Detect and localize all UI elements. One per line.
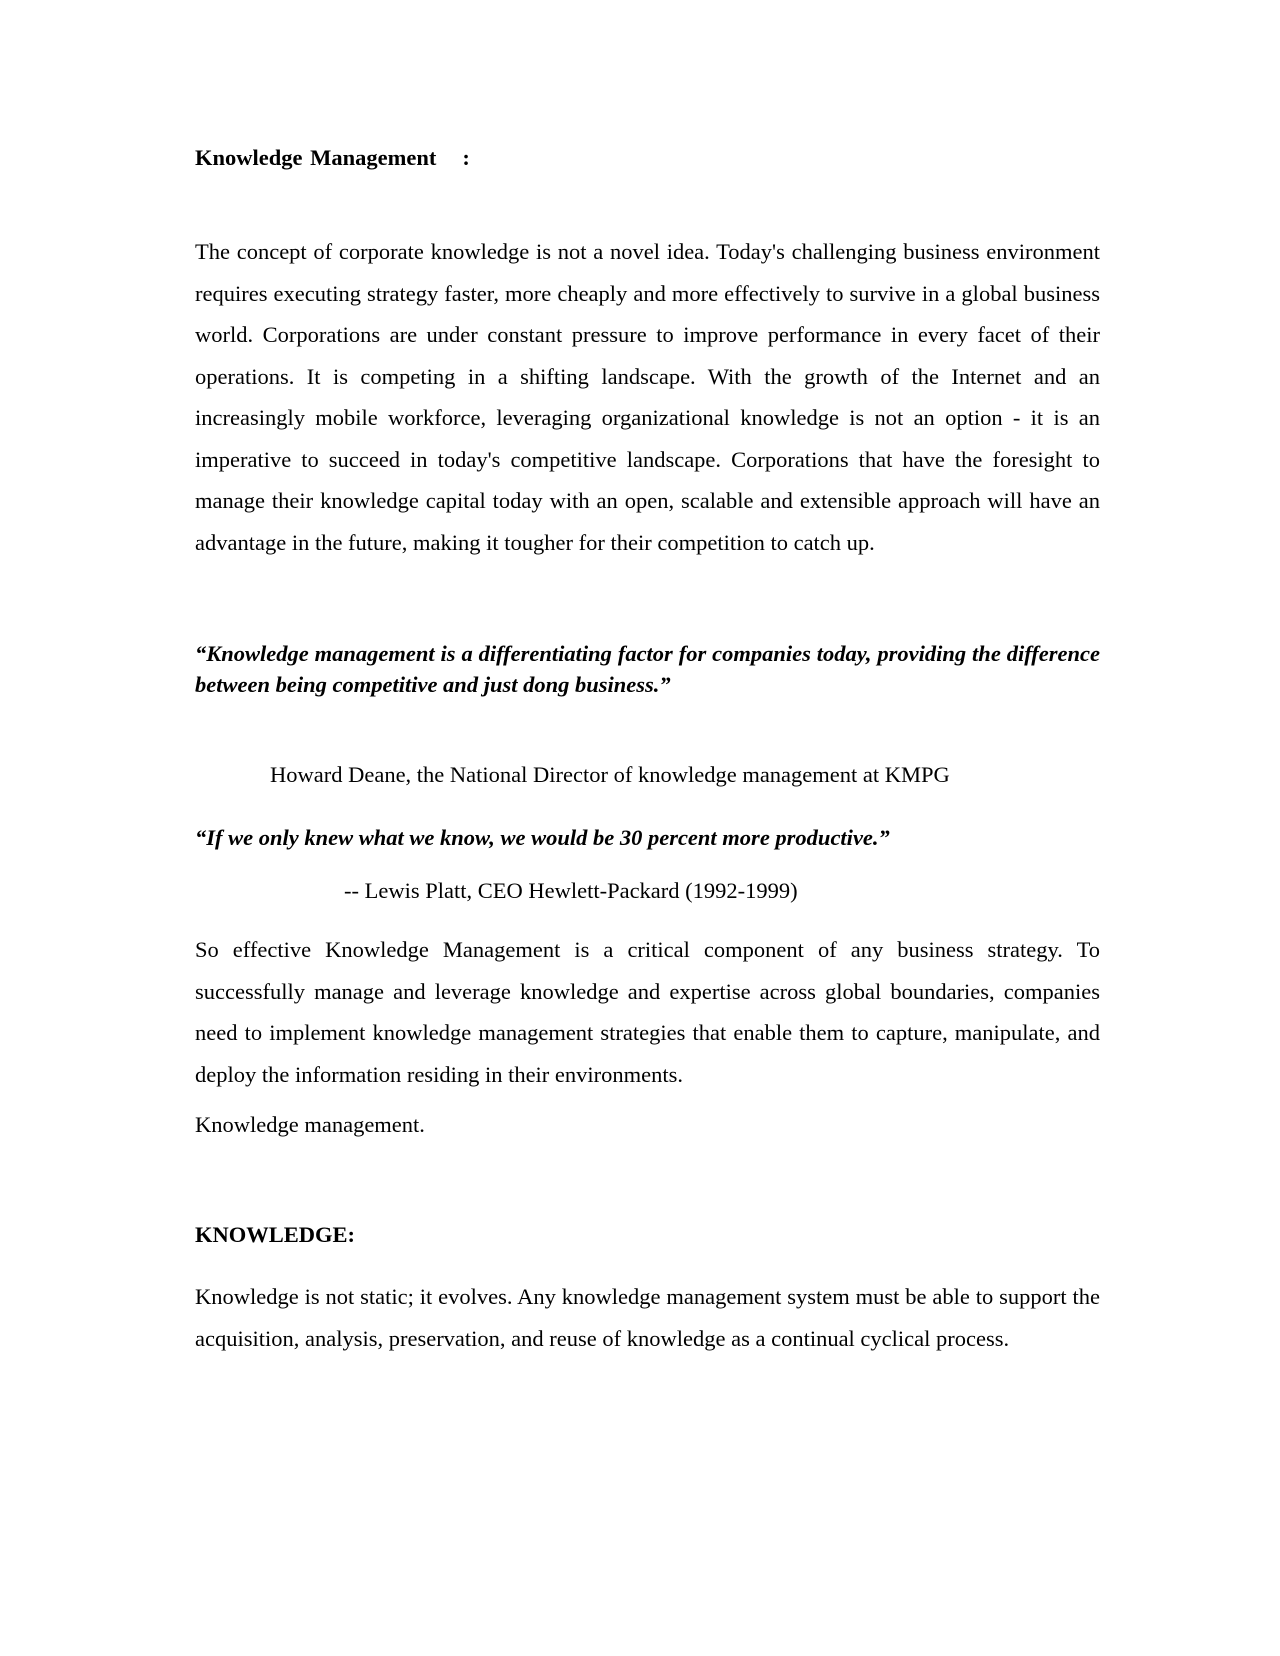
- quote-platt: “If we only knew what we know, we would be 30 percent more productive.”: [195, 825, 890, 850]
- strategy-paragraph-tail: Knowledge management.: [195, 1112, 425, 1137]
- section-heading-knowledge: KNOWLEDGE:: [195, 1222, 356, 1247]
- document-title: [195, 145, 1100, 171]
- quote-deane-attribution: Howard Deane, the National Director of knowledge management at KMPG: [270, 762, 950, 787]
- quote-platt-attribution: -- Lewis Platt, CEO Hewlett-Packard (1992-1999): [344, 878, 798, 903]
- knowledge-paragraph: Knowledge is not static; it evolves. Any knowledge management system must be able to support the acquisition, analysis, preservation, and reuse of knowledge as a continual cyclical process.: [195, 1284, 1100, 1351]
- title-text: Knowledge Management: [195, 145, 437, 170]
- strategy-paragraph: So effective Knowledge Management is a critical component of any business strategy. To successfully manage and leverage knowledge and expertise across global boundaries, companies need to implement knowledge management strategies that enable them to capture, manipulate, and deploy the information residing in their environments.: [195, 937, 1100, 1087]
- intro-paragraph: The concept of corporate knowledge is not a novel idea. Today's challenging business environment requires executing strategy faster, more cheaply and more effectively to survive in a global business world. Corporations are under constant pressure to improve performance in every facet of their operations. It is competing in a shifting landscape. With the growth of the Internet and an increasingly mobile workforce, leveraging organizational knowledge is not an option - it is an imperative to succeed in today's competitive landscape. Corporations that have the foresight to manage their knowledge capital today with an open, scalable and extensible approach will have an advantage in the future, making it tougher for their competition to catch up.: [195, 239, 1100, 555]
- quote-deane: “Knowledge management is a differentiating factor for companies today, providing the difference between being competitive and just dong business.”: [195, 641, 1100, 697]
- title-colon: :: [462, 145, 470, 170]
